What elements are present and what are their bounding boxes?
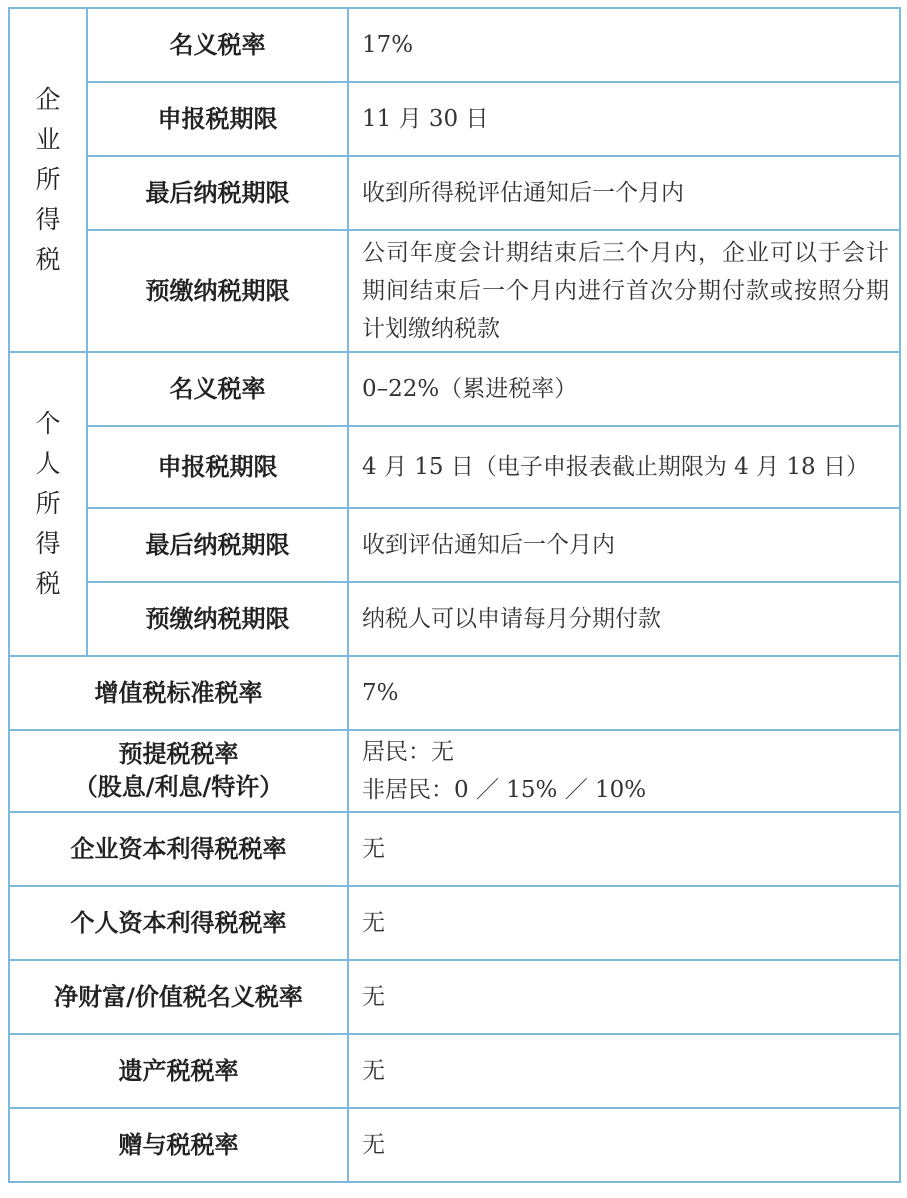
row-label: 增值税标准税率 bbox=[9, 656, 348, 730]
row-label: 遗产税税率 bbox=[9, 1034, 348, 1108]
table-row bbox=[9, 426, 900, 508]
table-row bbox=[9, 1108, 900, 1182]
value-line: 居民：无 bbox=[362, 739, 454, 765]
row-label: 赠与税税率 bbox=[9, 1108, 348, 1182]
row-value: 无 bbox=[348, 886, 900, 960]
table-row bbox=[9, 656, 900, 730]
row-value: 无 bbox=[348, 960, 900, 1034]
corporate-income-tax-group: 企 业 所 得 税 bbox=[9, 8, 87, 352]
row-label: 预缴纳税期限 bbox=[87, 230, 348, 352]
row-value: 无 bbox=[348, 1034, 900, 1108]
row-value: 17% bbox=[348, 8, 900, 82]
personal-income-tax-group: 个 人 所 得 税 bbox=[9, 352, 87, 656]
row-label: 最后纳税期限 bbox=[87, 156, 348, 230]
table-row bbox=[9, 1034, 900, 1108]
row-value: 无 bbox=[348, 1108, 900, 1182]
row-label: 申报税期限 bbox=[87, 82, 348, 156]
row-value: 收到评估通知后一个月内 bbox=[348, 508, 900, 582]
row-value: 7% bbox=[348, 656, 900, 730]
value-line: 非居民：0 ／ 15% ／ 10% bbox=[362, 777, 647, 803]
table-row bbox=[9, 508, 900, 582]
row-label-main: 预提税税率 bbox=[118, 740, 239, 768]
row-label: 最后纳税期限 bbox=[87, 508, 348, 582]
row-value: 收到所得税评估通知后一个月内 bbox=[348, 156, 900, 230]
row-label: 申报税期限 bbox=[87, 426, 348, 508]
row-value: 11 月 30 日 bbox=[348, 82, 900, 156]
row-label: 净财富/价值税名义税率 bbox=[9, 960, 348, 1034]
row-value: 纳税人可以申请每月分期付款 bbox=[348, 582, 900, 656]
row-label-sub: （股息/利息/特许） bbox=[73, 773, 284, 801]
row-value bbox=[348, 730, 900, 812]
table-row bbox=[9, 730, 900, 812]
table-row bbox=[9, 812, 900, 886]
row-label bbox=[9, 730, 348, 812]
row-value: 4 月 15 日（电子申报表截止期限为 4 月 18 日） bbox=[348, 426, 900, 508]
table-row bbox=[9, 886, 900, 960]
table-row bbox=[9, 82, 900, 156]
table-row bbox=[9, 960, 900, 1034]
row-value: 0–22%（累进税率） bbox=[348, 352, 900, 426]
row-label: 名义税率 bbox=[87, 8, 348, 82]
row-value: 无 bbox=[348, 812, 900, 886]
row-label: 预缴纳税期限 bbox=[87, 582, 348, 656]
table-row bbox=[9, 156, 900, 230]
tax-summary-table bbox=[8, 7, 901, 1183]
table-row bbox=[9, 8, 900, 82]
table-row bbox=[9, 230, 900, 352]
row-label: 名义税率 bbox=[87, 352, 348, 426]
table-row bbox=[9, 582, 900, 656]
row-label: 企业资本利得税税率 bbox=[9, 812, 348, 886]
row-value: 公司年度会计期结束后三个月内，企业可以于会计期间结束后一个月内进行首次分期付款或按照分期计划缴纳税款 bbox=[348, 230, 900, 352]
table-row bbox=[9, 352, 900, 426]
row-label: 个人资本利得税税率 bbox=[9, 886, 348, 960]
